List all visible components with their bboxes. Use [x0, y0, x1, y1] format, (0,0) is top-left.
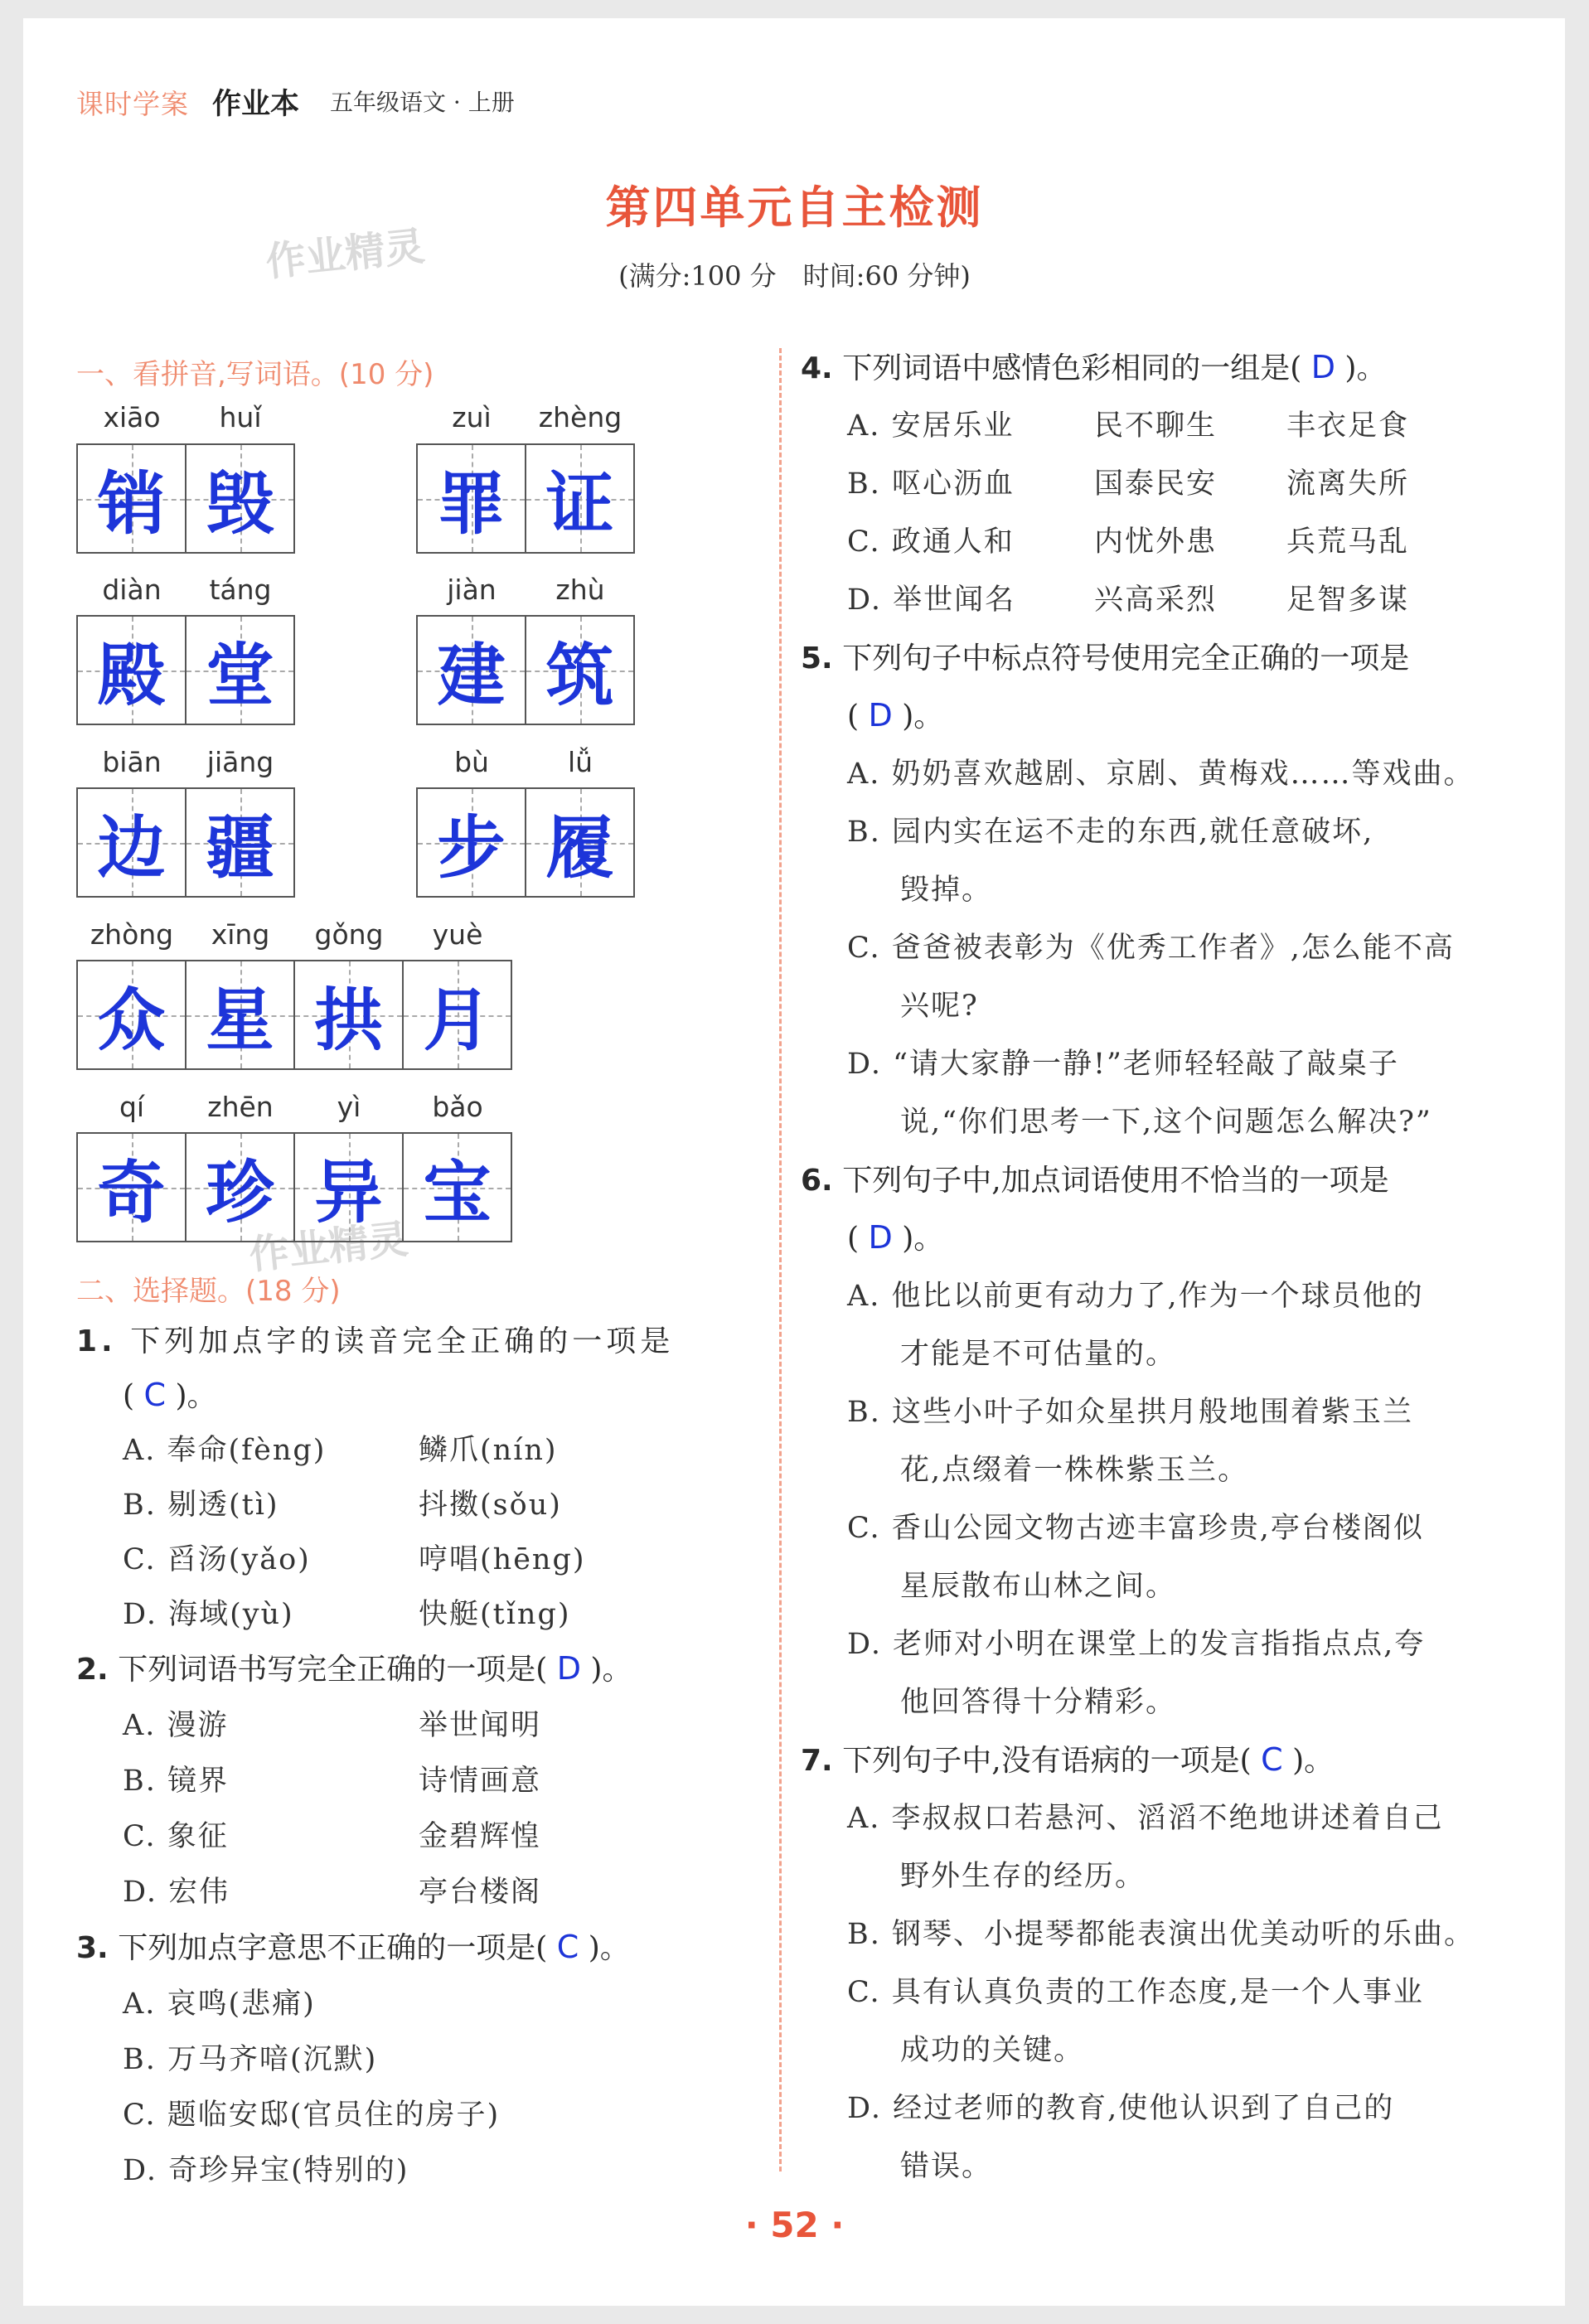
option-continued: 星辰散布山林之间。	[900, 1570, 1177, 1603]
char-cell: 珍	[187, 1134, 295, 1241]
option: C. 象征	[123, 1820, 229, 1853]
page-title: 第四单元自主检测	[605, 182, 984, 234]
answer: C	[556, 1929, 579, 1965]
option: 流离失所	[1286, 467, 1410, 501]
char-cell: 奇	[78, 1134, 187, 1241]
option: 兴高采烈	[1094, 583, 1218, 617]
char-cell: 拱	[295, 961, 404, 1068]
option: D. 老师对小明在课堂上的发言指指点点,夸	[847, 1628, 1426, 1661]
option: D. 举世闻名	[847, 583, 1016, 617]
option: 抖擞(sǒu)	[419, 1489, 562, 1522]
question-7: 7. 下列句子中,没有语病的一项是( C )。	[801, 1741, 1335, 1778]
char-cell: 毁	[187, 445, 293, 552]
option: C. 香山公园文物古迹丰富珍贵,亭台楼阁似	[847, 1512, 1424, 1545]
option-continued: 花,点缀着一株株紫玉兰。	[900, 1454, 1249, 1487]
question-3: 3. 下列加点字意思不正确的一项是( C )。	[76, 1929, 630, 1965]
option: A. 奶奶喜欢越剧、京剧、黄梅戏……等戏曲。	[847, 758, 1475, 791]
option: A. 李叔叔口若悬河、滔滔不绝地讲述着自己	[847, 1802, 1444, 1835]
watermark: 作业精灵	[247, 1216, 410, 1279]
option-continued: 成功的关键。	[900, 2034, 1085, 2067]
pinyin: gǒng	[314, 918, 384, 951]
option: 足智多谋	[1286, 583, 1410, 617]
option: C. 舀汤(yǎo)	[123, 1543, 311, 1576]
char-cell: 证	[526, 445, 633, 552]
pinyin: zhēn	[207, 1091, 274, 1123]
answer: D	[556, 1650, 581, 1687]
pinyin: yì	[337, 1091, 361, 1123]
brand-name: 课时学案	[76, 88, 189, 120]
char-cell: 众	[78, 961, 187, 1068]
pinyin: xiāo	[103, 401, 161, 433]
option: 民不聊生	[1094, 409, 1218, 443]
option: D. 海域(yù)	[123, 1598, 294, 1631]
question-4: 4. 下列词语中感情色彩相同的一组是( D )。	[801, 349, 1387, 385]
option: A. 哀鸣(悲痛)	[123, 1988, 316, 2021]
char-cell: 罪	[418, 445, 526, 552]
answer: D	[868, 697, 893, 734]
pinyin: yuè	[432, 918, 483, 951]
option: 兵荒马乱	[1286, 525, 1410, 559]
option-continued: 说,“你们思考一下,这个问题怎么解决?”	[900, 1106, 1432, 1139]
pinyin: jiàn	[447, 574, 497, 606]
char-grid	[76, 615, 295, 725]
pinyin: zhèng	[538, 401, 623, 433]
option: 快艇(tǐng)	[419, 1598, 571, 1631]
option-continued: 错误。	[900, 2150, 993, 2183]
question-5: 5. 下列句子中标点符号使用完全正确的一项是	[801, 642, 1410, 675]
pinyin: diàn	[102, 574, 162, 606]
option: 诗情画意	[419, 1765, 542, 1798]
char-cell: 堂	[187, 617, 293, 724]
option: C. 爸爸被表彰为《优秀工作者》,怎么能不高	[847, 932, 1455, 965]
char-cell: 履	[526, 789, 633, 896]
pinyin: xīng	[211, 918, 270, 951]
answer: C	[1261, 1741, 1283, 1778]
section2-heading: 二、选择题。(18 分)	[76, 1275, 341, 1308]
option: D. 经过老师的教育,使他认识到了自己的	[847, 2092, 1395, 2125]
char-cell: 建	[418, 617, 526, 724]
option: 金碧辉惶	[419, 1820, 542, 1853]
pinyin: zhòng	[90, 918, 174, 951]
char-grid	[76, 960, 512, 1070]
option: C. 具有认真负责的工作态度,是一个人事业	[847, 1976, 1424, 2009]
option: D. 奇珍异宝(特别的)	[123, 2154, 409, 2187]
option: B. 万马齐喑(沉默)	[123, 2043, 378, 2076]
char-cell: 月	[404, 961, 511, 1068]
option: 举世闻明	[419, 1709, 542, 1742]
option: A. 安居乐业	[847, 409, 1015, 443]
option-continued: 兴呢?	[900, 990, 979, 1023]
char-grid	[76, 443, 295, 554]
char-cell: 殿	[78, 617, 187, 724]
option: A. 漫游	[123, 1709, 229, 1742]
option-continued: 毁掉。	[900, 874, 993, 907]
option-continued: 才能是不可估量的。	[900, 1338, 1177, 1371]
option: 亭台楼阁	[419, 1876, 542, 1909]
char-grid	[416, 787, 635, 898]
option: 内忧外患	[1094, 525, 1218, 559]
char-cell: 异	[295, 1134, 404, 1241]
option-continued: 野外生存的经历。	[900, 1860, 1146, 1893]
section1-heading: 一、看拼音,写词语。(10 分)	[76, 358, 434, 391]
option: 哼唱(hēng)	[419, 1543, 586, 1576]
book-name: 作业本	[212, 88, 300, 121]
page-number: · 52 ·	[744, 2205, 845, 2245]
question-5-answer-line: ( D )。	[847, 697, 944, 734]
page-subtitle: (满分:100 分 时间:60 分钟)	[618, 260, 971, 292]
question-1-answer-line: ( C )。	[123, 1377, 217, 1413]
answer: C	[143, 1377, 167, 1413]
option: D. 宏伟	[123, 1876, 230, 1909]
answer: D	[1310, 349, 1335, 385]
question-6-answer-line: ( D )。	[847, 1219, 944, 1256]
option: C. 政通人和	[847, 525, 1015, 559]
option: B. 钢琴、小提琴都能表演出优美动听的乐曲。	[847, 1918, 1475, 1951]
pinyin: bù	[454, 746, 489, 778]
pinyin: huǐ	[219, 401, 262, 433]
option: 国泰民安	[1094, 467, 1218, 501]
pinyin: lǚ	[567, 746, 593, 778]
pinyin: qí	[119, 1091, 145, 1123]
char-cell: 宝	[404, 1134, 511, 1241]
char-cell: 边	[78, 789, 187, 896]
option: B. 呕心沥血	[847, 467, 1015, 501]
char-grid	[76, 1132, 512, 1242]
question-2: 2. 下列词语书写完全正确的一项是( D )。	[76, 1650, 632, 1687]
option: 丰衣足食	[1286, 409, 1410, 443]
char-cell: 筑	[526, 617, 633, 724]
char-cell: 销	[78, 445, 187, 552]
option: B. 这些小叶子如众星拱月般地围着紫玉兰	[847, 1396, 1413, 1429]
char-grid	[416, 443, 635, 554]
watermark: 作业精灵	[264, 223, 427, 286]
pinyin: jiāng	[206, 746, 274, 778]
option: B. 剔透(tì)	[123, 1489, 279, 1522]
pinyin: bǎo	[432, 1091, 483, 1123]
grade-label: 五年级语文 · 上册	[330, 89, 515, 116]
answer: D	[868, 1219, 893, 1256]
char-grid	[76, 787, 295, 898]
option: A. 他比以前更有动力了,作为一个球员他的	[847, 1280, 1424, 1313]
char-cell: 步	[418, 789, 526, 896]
pinyin: zuì	[452, 401, 492, 433]
char-cell: 星	[187, 961, 295, 1068]
option: B. 镜界	[123, 1765, 229, 1798]
option: B. 园内实在运不走的东西,就任意破坏,	[847, 816, 1374, 849]
option: A. 奉命(fèng)	[123, 1434, 327, 1467]
column-divider	[779, 348, 782, 2171]
option: D. “请大家静一静!”老师轻轻敲了敲桌子	[847, 1048, 1399, 1081]
option-continued: 他回答得十分精彩。	[900, 1686, 1177, 1719]
question-6: 6. 下列句子中,加点词语使用不恰当的一项是	[801, 1164, 1389, 1198]
option: C. 题临安邸(官员住的房子)	[123, 2099, 501, 2132]
pinyin: táng	[209, 574, 272, 606]
question-1: 1. 下列加点字的读音完全正确的一项是	[76, 1324, 675, 1358]
pinyin: biān	[102, 746, 162, 778]
option: 鳞爪(nín)	[419, 1434, 558, 1467]
char-grid	[416, 615, 635, 725]
char-cell: 疆	[187, 789, 293, 896]
pinyin: zhù	[555, 574, 605, 606]
